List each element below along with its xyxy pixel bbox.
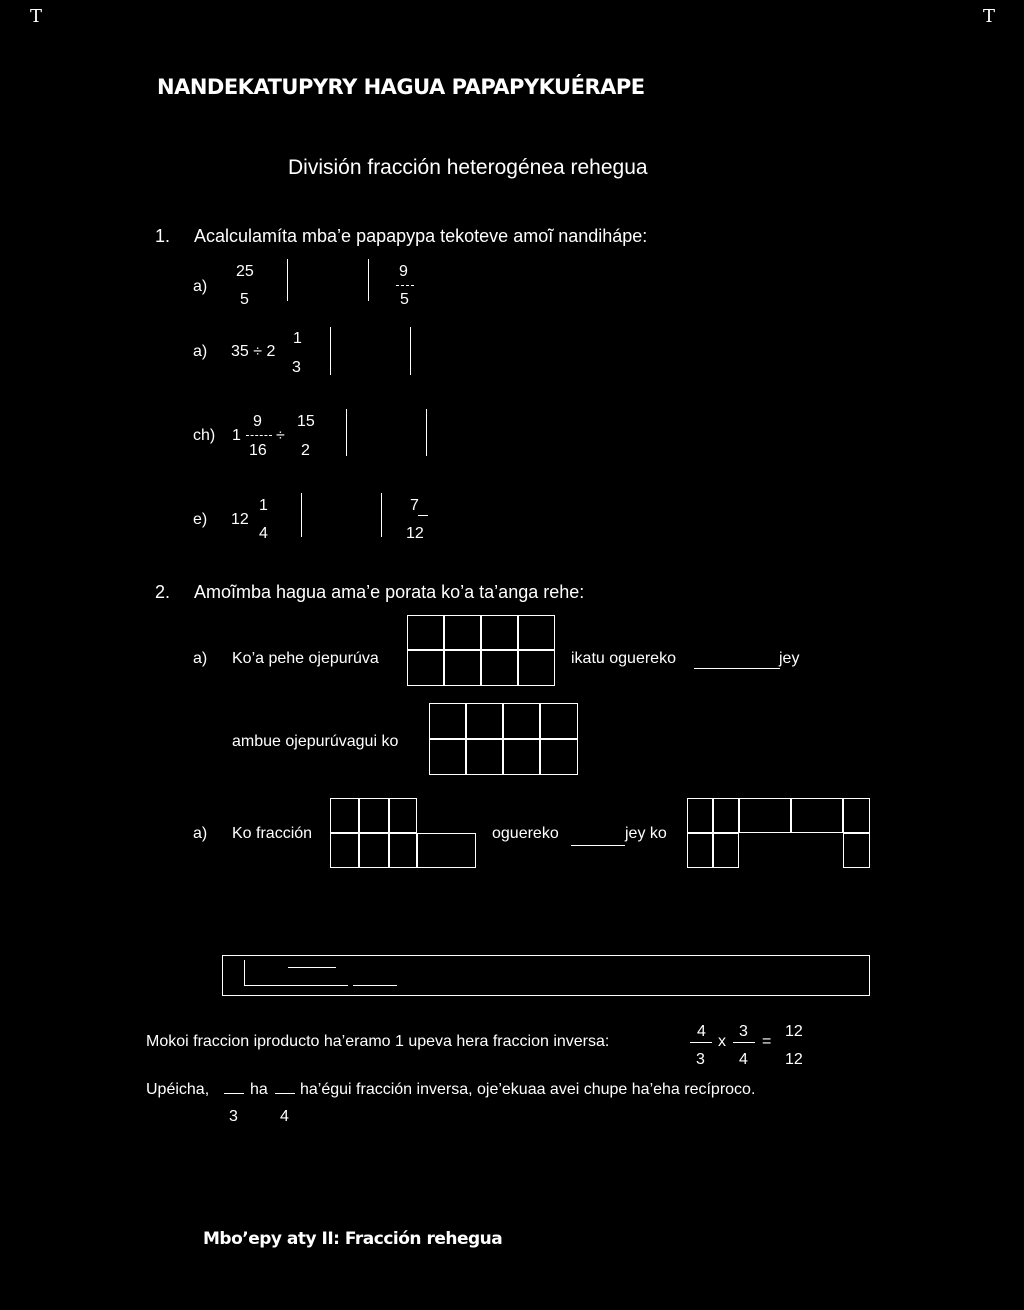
q1-item-3-numerator-2: 15	[297, 413, 315, 430]
q1-item-1-answer-box-left	[287, 259, 288, 301]
grid-a-cell	[481, 615, 518, 650]
inverse-denominator-2: 4	[739, 1051, 748, 1068]
q2-a-blank	[694, 668, 780, 669]
grid-c-cell	[330, 833, 359, 868]
grid-b-cell	[466, 703, 503, 739]
inverse-fraction-bar-2	[733, 1042, 755, 1043]
grid-c-cell	[389, 798, 417, 833]
grid-d-cell	[687, 833, 713, 868]
q1-item-1-denominator-2: 5	[400, 291, 409, 308]
inverse-equals-sign: =	[762, 1033, 772, 1050]
q2-c-blank	[571, 845, 625, 846]
answer-rectangle-line	[353, 985, 397, 986]
grid-b-cell	[503, 739, 540, 775]
inverse-sentence: Mokoi fraccion iproducto ha’eramo 1 upeva hera fraccion inversa:	[146, 1033, 610, 1050]
q2-a-text-2: ikatu oguereko	[571, 650, 676, 667]
corner-mark-right: T	[983, 6, 996, 27]
grid-b-cell	[540, 703, 578, 739]
grid-d-cell	[687, 798, 713, 833]
q1-item-4-numerator-2: 7	[410, 497, 419, 514]
page-footer: Mbo’epy aty II: Fracción rehegua	[203, 1229, 503, 1249]
q1-item-4-numerator-1: 1	[259, 497, 268, 514]
grid-d-cell	[739, 798, 791, 833]
upeicha-fraction-bar-2	[275, 1093, 295, 1094]
answer-rectangle	[222, 955, 870, 996]
q1-item-3-numerator-1: 9	[253, 413, 262, 430]
q1-item-4-whole: 12	[231, 511, 249, 528]
q2-c-text-3: jey ko	[625, 825, 667, 842]
grid-a-cell	[481, 650, 518, 686]
grid-b-cell	[429, 739, 466, 775]
q2-a-label: a)	[193, 650, 208, 667]
grid-a-cell	[518, 615, 555, 650]
upeicha-fraction-bar-1	[224, 1093, 244, 1094]
q1-item-2-numerator: 1	[293, 330, 302, 347]
inverse-fraction-bar-1	[690, 1042, 712, 1043]
question-1-text: Acalculamíta mba’e papapypa tekoteve amoĩ nandihápe:	[194, 226, 648, 246]
grid-c-cell	[389, 833, 417, 868]
grid-c-cell	[359, 833, 389, 868]
q1-item-2-answer-box-right	[410, 327, 411, 375]
grid-d-cell	[843, 833, 870, 868]
q1-item-3-operator: ÷	[276, 427, 285, 444]
grid-a-cell	[518, 650, 555, 686]
q1-item-3-denominator-1: 16	[249, 442, 267, 459]
q2-a-text: Ko’a pehe ojepurúva	[232, 650, 379, 667]
q1-item-3-denominator-2: 2	[301, 442, 310, 459]
upeicha-denominator-1: 3	[229, 1108, 238, 1125]
inverse-numerator-3: 12	[785, 1023, 803, 1040]
q1-item-4-denominator-1: 4	[259, 525, 268, 542]
q1-item-1-numerator-2: 9	[399, 263, 408, 280]
grid-b-cell	[466, 739, 503, 775]
q1-item-2-whole: 35 ÷ 2	[231, 343, 276, 360]
answer-rectangle-tick	[244, 960, 245, 986]
q2-c-label: a)	[193, 825, 208, 842]
q1-item-1-answer-box-right	[368, 259, 369, 301]
grid-a-cell	[444, 650, 481, 686]
question-2-number: 2.	[155, 582, 171, 602]
question-2-text: Amoĩmba hagua ama’e porata ko’a ta’anga rehe:	[194, 582, 585, 602]
grid-a-cell	[407, 650, 444, 686]
q1-item-3-answer-box-right	[426, 409, 427, 456]
q1-item-1-label: a)	[193, 278, 208, 295]
inverse-denominator-1: 3	[696, 1051, 705, 1068]
corner-mark-left: T	[30, 6, 43, 27]
q1-item-4-answer-box-right	[381, 493, 382, 537]
grid-c-cell	[417, 833, 476, 868]
q2-c-text: Ko fracción	[232, 825, 313, 842]
q1-item-2-denominator: 3	[292, 359, 301, 376]
q2-c-text-2: oguereko	[492, 825, 559, 842]
grid-b-cell	[503, 703, 540, 739]
upeicha-ha: ha	[250, 1081, 268, 1098]
q1-item-4-label: e)	[193, 511, 208, 528]
q1-item-3-label: ch)	[193, 427, 216, 444]
q1-item-1-fraction-bar	[396, 285, 414, 286]
q1-item-4-fraction-bar	[418, 515, 428, 516]
grid-a-cell	[407, 615, 444, 650]
inverse-times-sign: x	[718, 1033, 726, 1050]
q1-item-3-answer-box-left	[346, 409, 347, 456]
q1-item-2-label: a)	[193, 343, 208, 360]
upeicha-rest: ha’égui fracción inversa, oje’ekuaa avei chupe ha’eha recíproco.	[300, 1081, 756, 1098]
page-header: NANDEKATUPYRY HAGUA PAPAPYKUÉRAPE	[157, 75, 645, 99]
q1-item-2-answer-box-left	[330, 327, 331, 375]
page-subtitle: División fracción heterogénea rehegua	[288, 156, 648, 179]
q1-item-1-denominator-1: 5	[240, 291, 249, 308]
grid-d-cell	[843, 798, 870, 833]
grid-c-cell	[330, 798, 359, 833]
grid-b-cell	[540, 739, 578, 775]
q1-item-1-numerator-1: 25	[236, 263, 254, 280]
q1-item-4-denominator-2: 12	[406, 525, 424, 542]
answer-rectangle-line	[244, 985, 348, 986]
q1-item-3-fraction-bar	[246, 435, 272, 436]
upeicha-word: Upéicha,	[146, 1081, 210, 1098]
upeicha-denominator-2: 4	[280, 1108, 289, 1125]
grid-c-cell	[359, 798, 389, 833]
grid-d-cell	[713, 833, 739, 868]
inverse-denominator-3: 12	[785, 1051, 803, 1068]
question-1-number: 1.	[155, 226, 171, 246]
q2-a-text-3: jey	[779, 650, 800, 667]
grid-d-cell	[713, 798, 739, 833]
q2-b-text: ambue ojepurúvagui ko	[232, 733, 399, 750]
inverse-numerator-1: 4	[697, 1023, 706, 1040]
answer-rectangle-line	[288, 967, 336, 968]
grid-a-cell	[444, 615, 481, 650]
grid-b-cell	[429, 703, 466, 739]
inverse-numerator-2: 3	[739, 1023, 748, 1040]
q1-item-4-answer-box-left	[301, 493, 302, 537]
q1-item-3-whole: 1	[232, 427, 241, 444]
grid-d-cell	[791, 798, 843, 833]
